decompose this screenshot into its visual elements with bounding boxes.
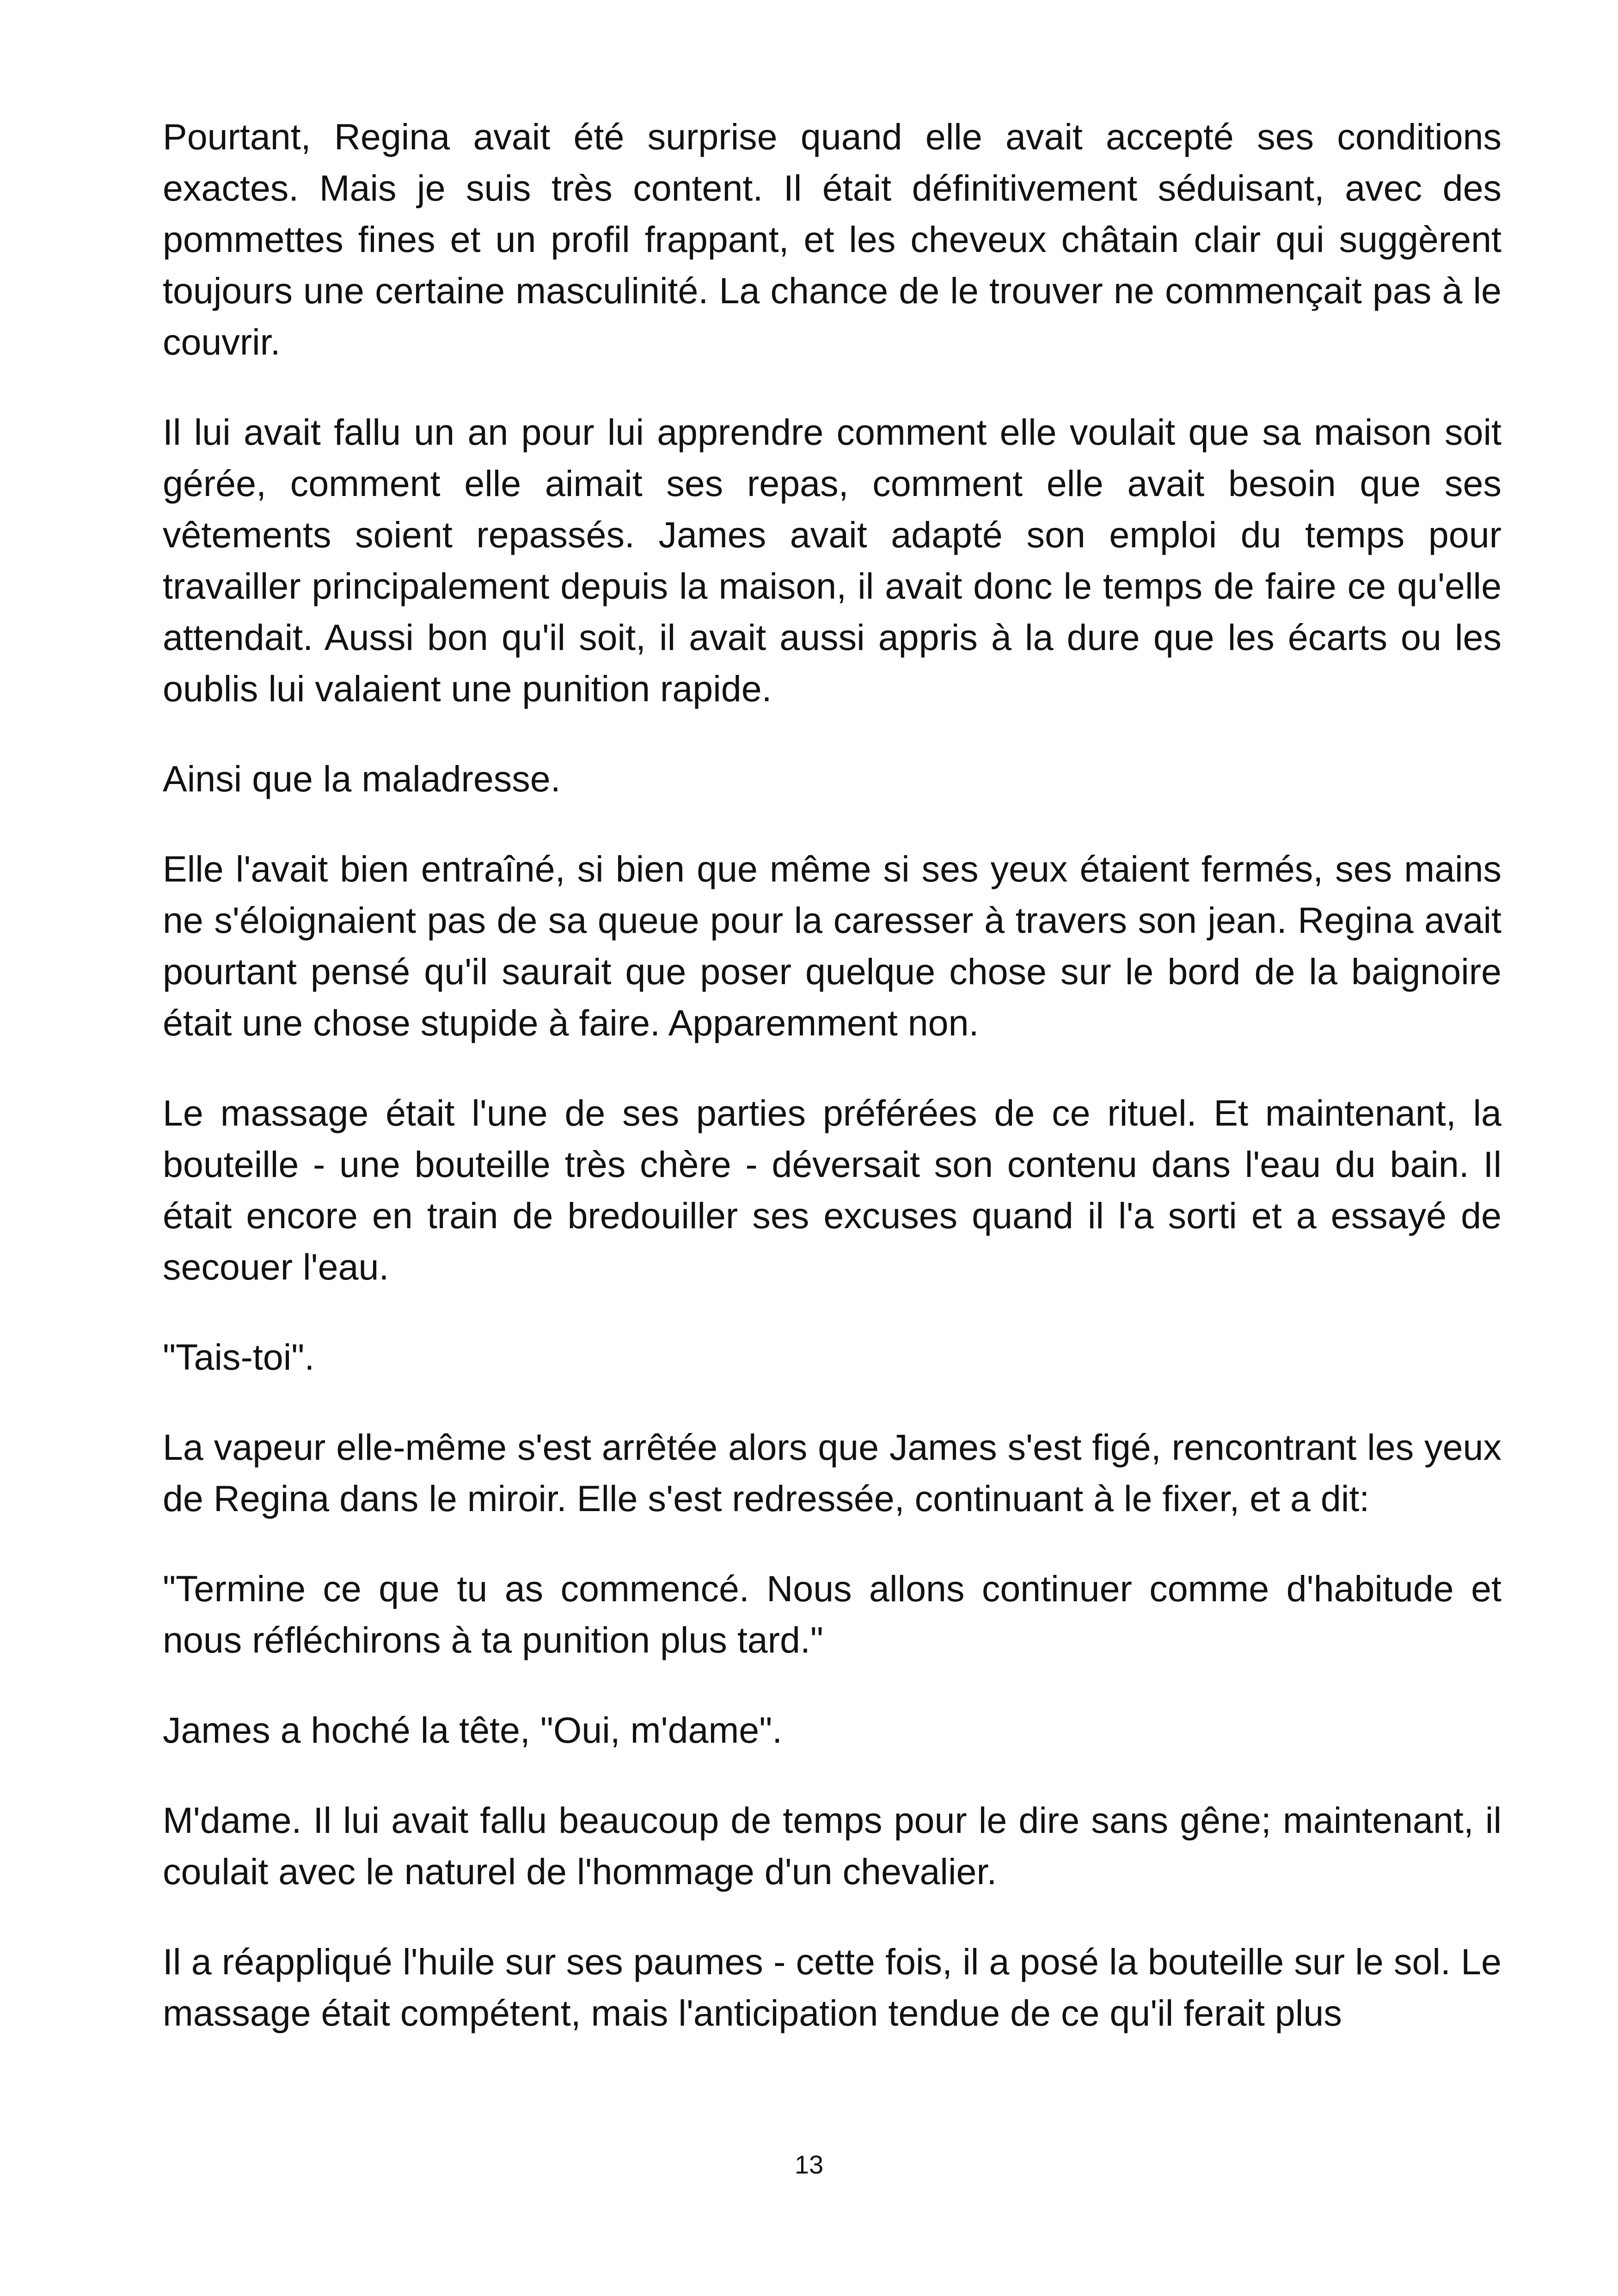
paragraph-11: Il a réappliqué l'huile sur ses paumes - cette fois, il a posé la bouteille sur le sol. Le massage était compétent, mais l'anticipation tendue de ce qu'il ferait plus	[163, 1941, 1502, 2033]
paragraph-7: La vapeur elle-même s'est arrêtée alors que James s'est figé, rencontrant les yeux de Regina dans le miroir. Elle s'est redressée, continuant à le fixer, et a dit:	[163, 1427, 1502, 1519]
paragraph-2: Il lui avait fallu un an pour lui apprendre comment elle voulait que sa maison soit gérée, comment elle aimait ses repas, comment elle avait besoin que ses vêtements soient repassés. James avait adapté son emploi du temps pour travailler principalement depuis la maison, il avait donc le temps de faire ce qu'elle attendait. Aussi bon qu'il soit, il avait aussi appris à la dure que les écarts ou les oublis lui valaient une punition rapide.	[163, 411, 1502, 709]
paragraph-10: M'dame. Il lui avait fallu beaucoup de temps pour le dire sans gêne; maintenant, il coulait avec le naturel de l'hommage d'un chevalier.	[163, 1800, 1502, 1892]
paragraph-6: "Tais-toi".	[163, 1336, 315, 1378]
page-number: 13	[794, 2150, 824, 2179]
paragraph-4: Elle l'avait bien entraîné, si bien que même si ses yeux étaient fermés, ses mains ne s'éloignaient pas de sa queue pour la caresser à travers son jean. Regina avait pourtant pensé qu'il saurait que poser quelque chose sur le bord de la baignoire était une chose stupide à faire. Apparemment non.	[163, 848, 1502, 1043]
paragraph-3: Ainsi que la maladresse.	[163, 758, 561, 799]
paragraph-9: James a hoché la tête, "Oui, m'dame".	[163, 1709, 783, 1751]
paragraph-5: Le massage était l'une de ses parties préférées de ce rituel. Et maintenant, la bouteille - une bouteille très chère - déversait son contenu dans l'eau du bain. Il était encore en train de bredouiller ses excuses quand il l'a sorti et a essayé de secouer l'eau.	[163, 1092, 1502, 1287]
body-text	[163, 111, 1502, 2039]
paragraph-1: Pourtant, Regina avait été surprise quand elle avait accepté ses conditions exactes. Mais je suis très content. Il était définitivement séduisant, avec des pommettes fines et un profil frappant, et les cheveux châtain clair qui suggèrent toujours une certaine masculinité. La chance de le trouver ne commençait pas à le couvrir.	[163, 116, 1502, 362]
paragraph-8: "Termine ce que tu as commencé. Nous allons continuer comme d'habitude et nous réfléchirons à ta punition plus tard."	[163, 1568, 1502, 1660]
